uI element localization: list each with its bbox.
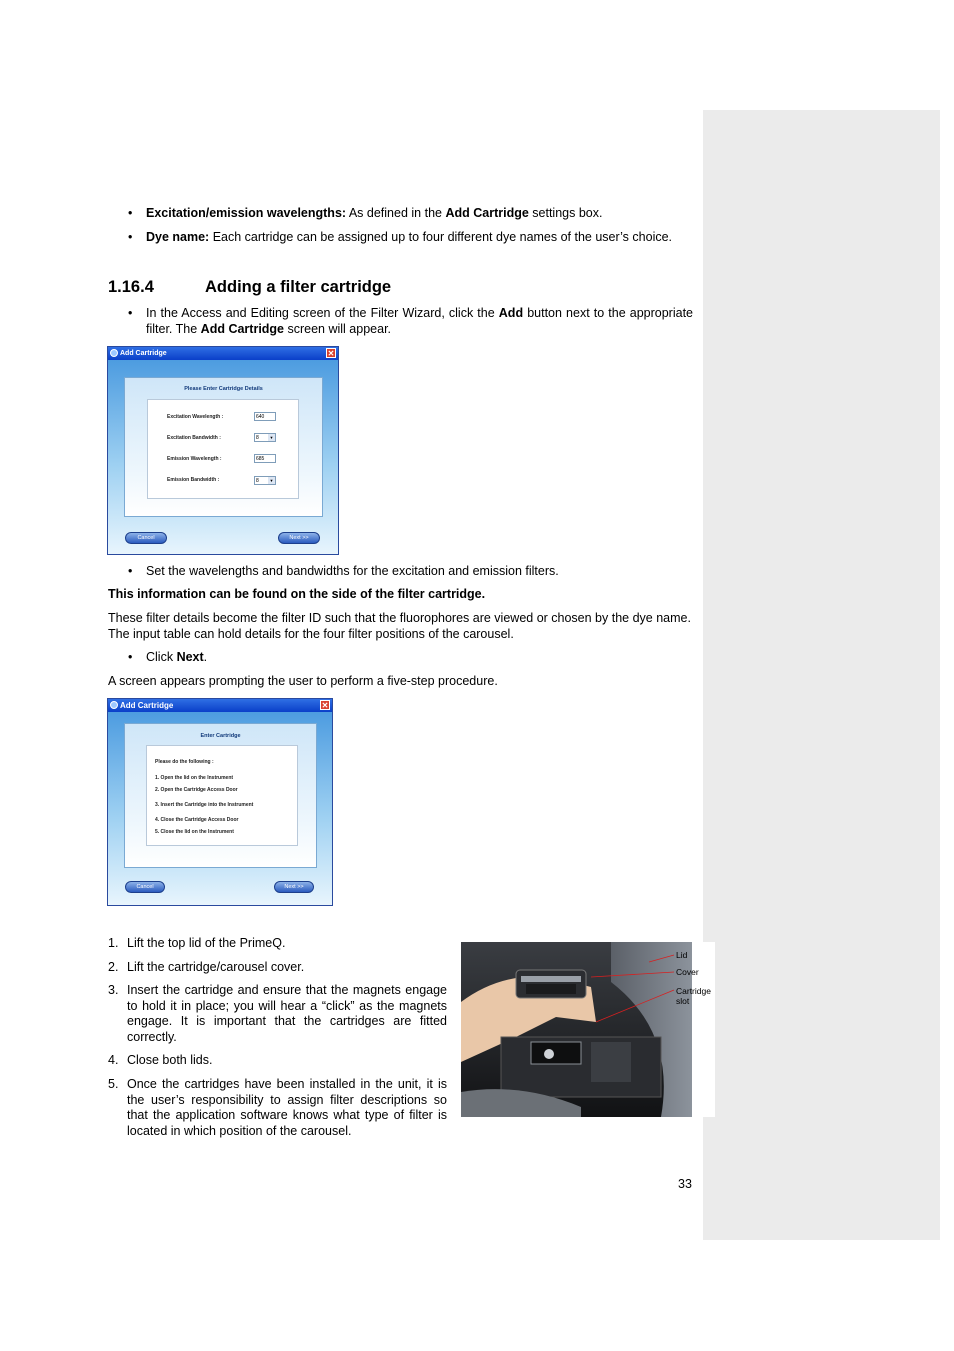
bullet-marker: • [128,206,133,220]
bullet-intro-d: screen will appear. [284,321,392,336]
bullet-marker: • [128,564,133,578]
bullet-marker: • [128,306,133,320]
app-logo-icon [110,349,118,357]
filter-paragraph: These filter details become the filter ID such that the fluorophores are viewed or chosen by the dye name. The input table can hold details for the four filter positions of the carousel. [108,611,691,641]
step-text: Insert the cartridge and ensure that the magnets engage to hold it in place; you will hear a “click” as the magnets engage. It is important that the cartridges are fitted correctly. [127,983,447,1044]
step-number: 4. [108,1053,119,1067]
next-button[interactable]: Next >> [274,881,314,893]
bullet-wavelengths-term: Excitation/emission wavelengths: [146,206,347,220]
instrument-photo [461,942,715,1117]
section-number: 1.16.4 [108,278,154,296]
excitation-bandwidth-label: Excitation Bandwidth : [167,435,221,441]
step-text: Once the cartridges have been installed in the unit, it is the user’s responsibility to assign filter descriptions so that the application software knows what type of filter is located in which position of the carousel. [127,1077,447,1138]
bullet-intro-add: Add [498,306,524,320]
bullet-wavelengths [146,206,693,222]
steps-panel [146,745,298,846]
dialog-step: 3. Insert the Cartridge into the Instrument [155,802,254,808]
cancel-button[interactable]: Cancel [125,532,167,544]
callout-cover: Cover [676,967,699,977]
bullet-wavelengths-ref: Add Cartridge [445,206,529,220]
enter-cartridge-dialog [107,698,333,906]
bullet-dye-name [146,230,693,246]
chevron-down-icon[interactable]: ▼ [269,478,274,483]
cancel-button[interactable]: Cancel [125,881,165,893]
bullet-intro [146,306,693,337]
bullet-intro-c: button next to the appropriate filter. The [146,306,693,336]
bullet-click-next [146,650,693,666]
bullet-intro-add-cartridge: Add Cartridge [200,321,285,336]
close-icon[interactable]: ✕ [321,701,329,710]
close-icon[interactable]: ✕ [327,349,335,358]
info-note: This information can be found on the side of the filter cartridge. [108,587,486,601]
bullet-intro-a: In the Access and Editing screen of the Filter Wizard, click the [146,306,499,320]
callout-lid: Lid [676,950,688,960]
dialog-title-bar [108,347,338,360]
screen-paragraph: A screen appears prompting the user to perform a five-step procedure. [108,674,498,688]
fields-panel [147,399,299,499]
dialog-step: 1. Open the lid on the Instrument [155,775,234,781]
comment-sidebar [703,110,940,1240]
next-button[interactable]: Next >> [278,532,320,544]
section-title: Adding a filter cartridge [205,278,392,296]
page-number: 33 [678,1177,692,1191]
dialog-title: Add Cartridge [120,701,174,710]
bullet-wavelengths-end: settings box. [528,206,603,220]
dialog-step: 2. Open the Cartridge Access Door [155,787,238,793]
step-number: 5. [108,1077,119,1091]
bullet-marker: • [128,230,133,244]
chevron-down-icon[interactable]: ▼ [269,435,274,440]
dialog-body [108,360,338,554]
steps-intro: Please do the following : [155,759,214,765]
bullet-dye-text: Each cartridge can be assigned up to four different dye names of the user’s choice. [209,230,673,244]
bullet-dye-term: Dye name: [146,230,210,244]
dialog-heading: Enter Cartridge [200,733,241,739]
bullet-click-text: Click [146,650,177,664]
bullet-click-next-term: Next [176,650,204,664]
bullet-wavelengths-text: As defined in the [346,206,446,220]
emission-bandwidth-value: 8 [256,478,259,484]
step-number: 1. [108,936,119,950]
dialog-inner-panel [124,377,323,517]
bullet-marker: • [128,650,133,664]
dialog-title: Add Cartridge [120,350,167,357]
add-cartridge-dialog [107,346,339,555]
step-text: Lift the top lid of the PrimeQ. [127,936,286,950]
excitation-bandwidth-value: 8 [256,435,259,441]
dialog-step: 4. Close the Cartridge Access Door [155,817,239,823]
emission-bandwidth-select[interactable] [254,476,276,485]
dialog-inner-panel [124,723,317,868]
dialog-title-bar [108,699,332,712]
step-number: 3. [108,983,119,997]
emission-wavelength-label: Emission Wavelength : [167,456,222,462]
excitation-wavelength-input[interactable]: 640 [254,412,276,421]
emission-wavelength-input[interactable]: 685 [254,454,276,463]
step-number: 2. [108,960,119,974]
dialog-step: 5. Close the lid on the Instrument [155,829,234,835]
emission-bandwidth-label: Emission Bandwidth : [167,477,220,483]
callout-cartridge-slot: Cartridge slot [676,986,711,1006]
bullet-set-wavelengths: Set the wavelengths and bandwidths for the excitation and emission filters. [146,564,559,578]
excitation-bandwidth-select[interactable] [254,433,276,442]
dialog-heading: Please Enter Cartridge Details [184,386,263,392]
step-text: Lift the cartridge/carousel cover. [127,960,305,974]
app-logo-icon [110,701,118,709]
dialog-body [108,712,332,905]
bullet-click-period: . [203,650,208,664]
step-text: Close both lids. [127,1053,213,1067]
excitation-wavelength-label: Excitation Wavelength : [167,414,224,420]
